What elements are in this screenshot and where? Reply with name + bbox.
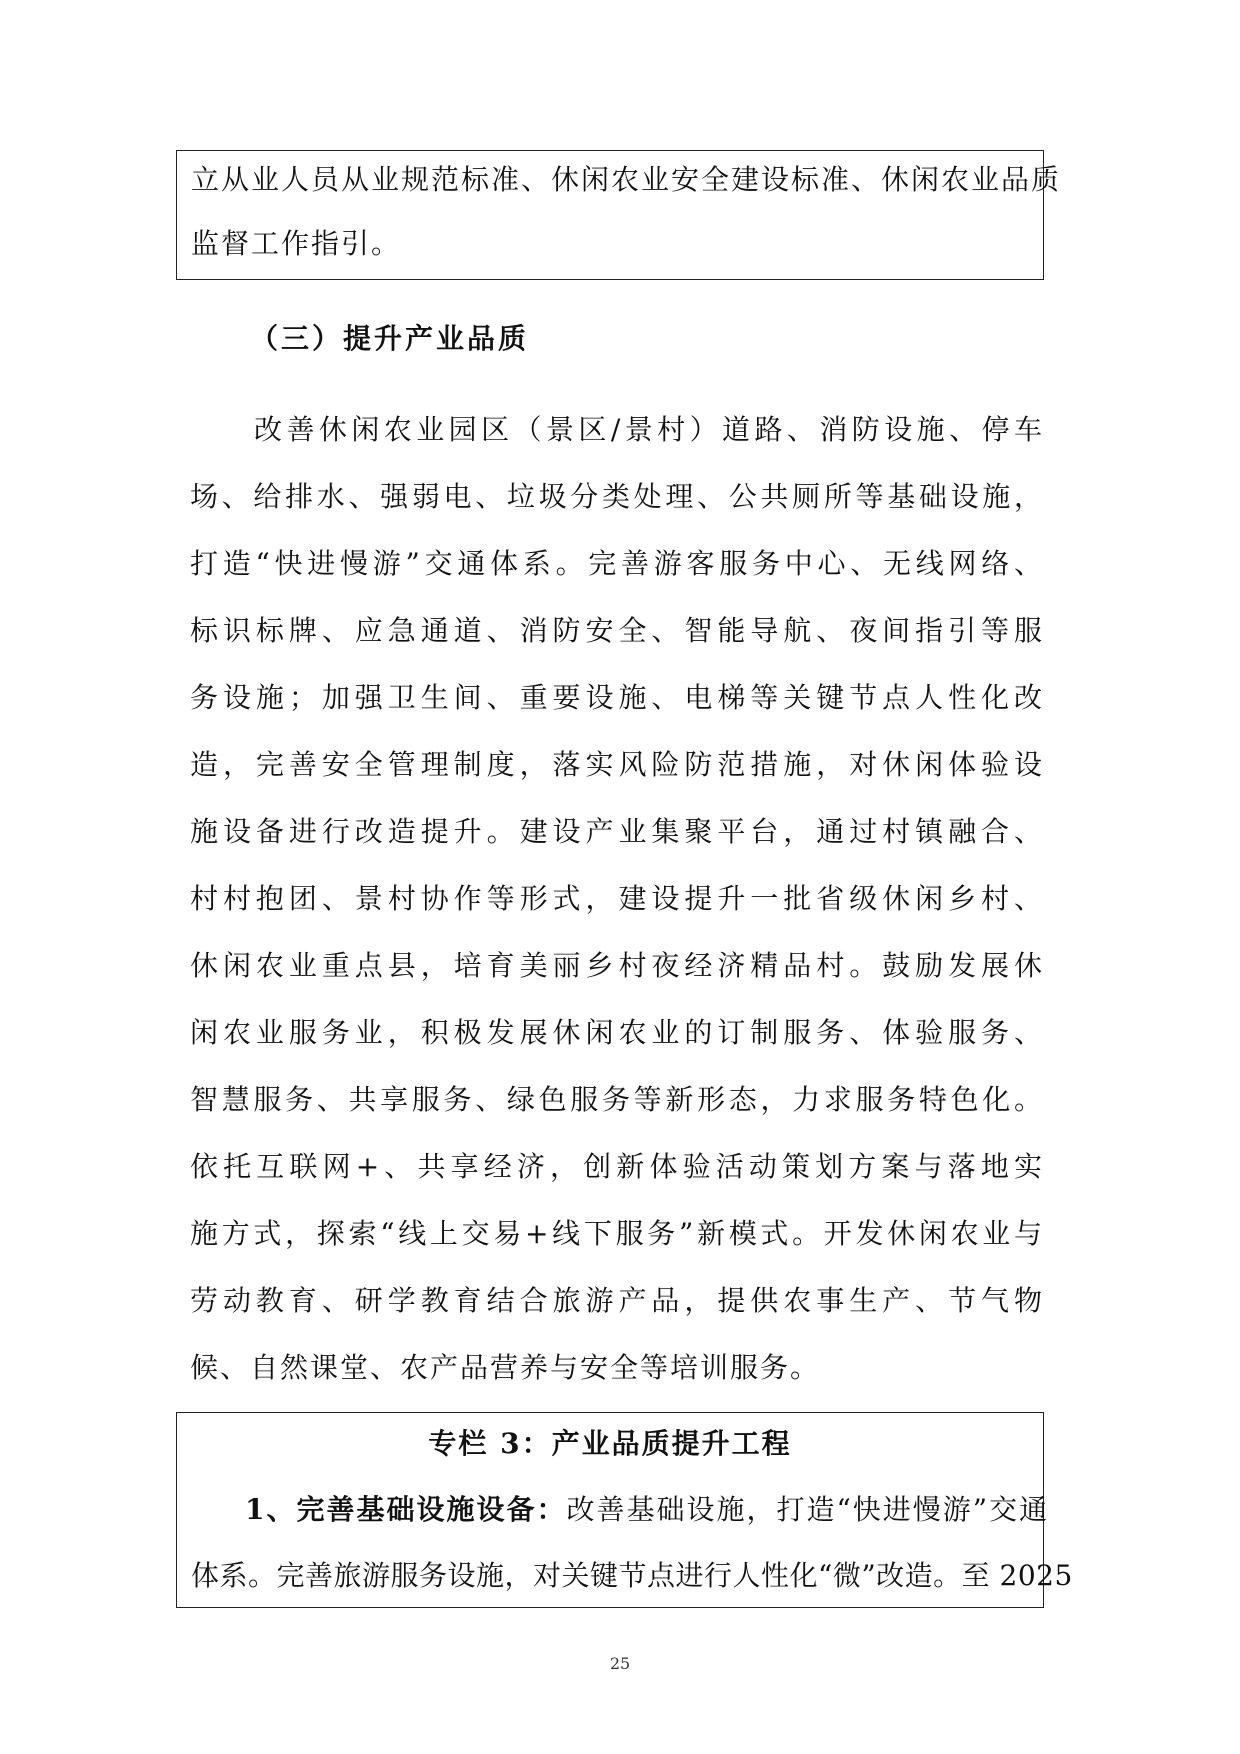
feature-item-text: 改善基础设施，打造“快进慢游”交通: [566, 1493, 1050, 1526]
feature-item-line-1: [245, 1493, 1050, 1527]
body-line: 场、给排水、强弱电、垃圾分类处理、公共厕所等基础设施，: [190, 480, 1044, 513]
body-line: 施设备进行改造提升。建设产业集聚平台，通过村镇融合、: [190, 815, 1044, 848]
body-line: 标识标牌、应急通道、消防安全、智能导航、夜间指引等服: [190, 614, 1044, 647]
top-box-line-1: 立从业人员从业规范标准、休闲农业安全建设标准、休闲农业品质: [191, 163, 1062, 196]
feature-column-title: 专栏 3：产业品质提升工程: [428, 1427, 792, 1460]
feature-column-box: [176, 1412, 1073, 1608]
feature-item-line-2: 体系。完善旅游服务设施，对关键节点进行人性化“微”改造。至 2025: [191, 1559, 1073, 1592]
body-line: [254, 413, 1044, 447]
body-line: 务设施；加强卫生间、重要设施、电梯等关键节点人性化改: [190, 681, 1044, 714]
body-line: 智慧服务、共享服务、绿色服务等新形态，力求服务特色化。: [190, 1083, 1044, 1116]
feature-item-label: 1、完善基础设施设备：: [245, 1493, 567, 1526]
body-line: 候、自然课堂、农产品营养与安全等培训服务。: [190, 1351, 821, 1384]
section-heading: （三）提升产业品质: [250, 322, 530, 355]
top-box-line-2: 监督工作指引。: [191, 227, 402, 260]
body-line: 依托互联网+、共享经济，创新体验活动策划方案与落地实: [190, 1150, 1044, 1183]
body-line: 村村抱团、景村协作等形式，建设提升一批省级休闲乡村、: [190, 882, 1044, 915]
body-line: 施方式，探索“线上交易+线下服务”新模式。开发休闲农业与: [190, 1217, 1044, 1250]
body-line: 休闲农业重点县，培育美丽乡村夜经济精品村。鼓励发展休: [190, 949, 1044, 982]
body-line: 打造“快进慢游”交通体系。完善游客服务中心、无线网络、: [190, 547, 1044, 580]
body-line: 劳动教育、研学教育结合旅游产品，提供农事生产、节气物: [190, 1284, 1044, 1317]
top-text-box: [176, 150, 1062, 280]
page-number: 25: [609, 1654, 631, 1673]
body-line: 造，完善安全管理制度，落实风险防范措施，对休闲体验设: [190, 748, 1044, 781]
body-line: 闲农业服务业，积极发展休闲农业的订制服务、体验服务、: [190, 1016, 1044, 1049]
body-line-text: 改善休闲农业园区（景区/景村）道路、消防设施、停车: [254, 413, 1044, 446]
